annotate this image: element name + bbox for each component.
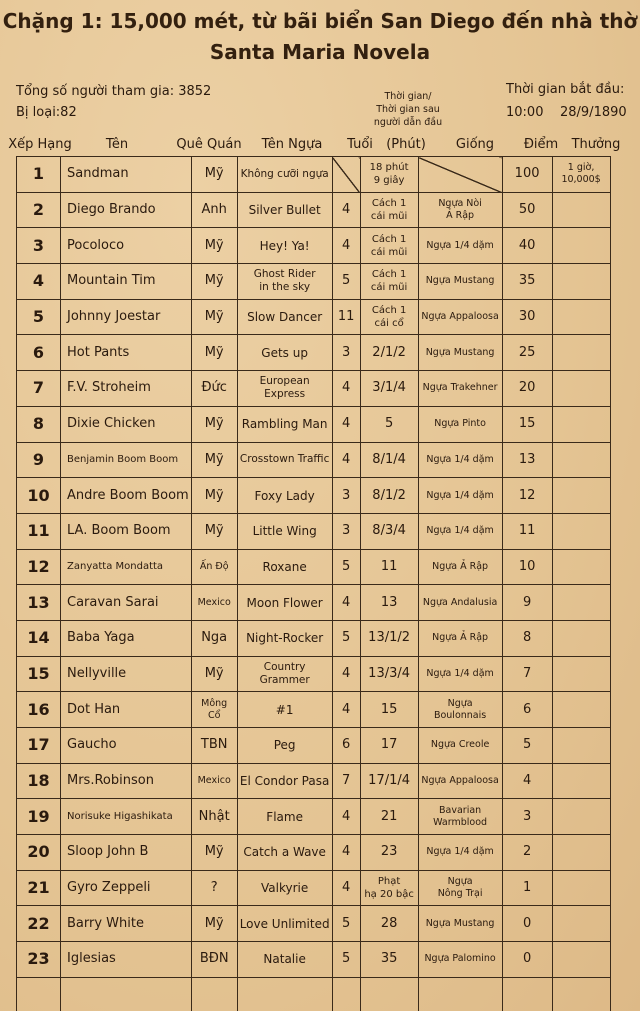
table-row (17, 513, 611, 549)
header-breed: Giống (455, 137, 495, 152)
rank-cell: 1 (17, 157, 61, 193)
time-cell: 8/3/4 (360, 513, 418, 549)
breed-cell: Ngựa Trakehner (418, 371, 502, 407)
breed-cell: Ngựa Palomino (418, 942, 502, 978)
title-line-1: Chặng 1: 15,000 mét, từ bãi biển San Diego đến nhà thờ (2, 9, 638, 33)
time-cell: 8/1/2 (360, 478, 418, 514)
hometown-cell: Mỹ (191, 478, 237, 514)
empty-cell (332, 977, 360, 1011)
table-row (17, 442, 611, 478)
age-cell: 4 (332, 228, 360, 264)
header-hometown: Quê Quán (176, 137, 242, 152)
table-row (17, 799, 611, 835)
name-cell: Mrs.Robinson (61, 763, 192, 799)
age-cell: 5 (332, 264, 360, 300)
participants-count: Tổng số người tham gia: 3852 (16, 84, 212, 99)
points-cell: 9 (502, 585, 552, 621)
results-table (16, 156, 611, 1011)
time-cell: 3/1/4 (360, 371, 418, 407)
rank-cell: 17 (17, 728, 61, 764)
name-cell: Norisuke Higashikata (61, 799, 192, 835)
name-cell: Baba Yaga (61, 620, 192, 656)
rank-cell: 19 (17, 799, 61, 835)
name-cell: Sloop John B (61, 835, 192, 871)
rank-cell: 4 (17, 264, 61, 300)
prize-cell (552, 228, 610, 264)
points-cell: 40 (502, 228, 552, 264)
hometown-cell: Nga (191, 620, 237, 656)
age-cell: 5 (332, 942, 360, 978)
age-cell: 11 (332, 299, 360, 335)
name-cell: Dot Han (61, 692, 192, 728)
prize-cell (552, 299, 610, 335)
table-row (17, 906, 611, 942)
breed-cell: Ngựa 1/4 dặm (418, 442, 502, 478)
age-cell: 4 (332, 692, 360, 728)
age-cell: 3 (332, 478, 360, 514)
age-cell (332, 157, 360, 193)
prize-cell (552, 371, 610, 407)
table-row (17, 585, 611, 621)
table-row (17, 478, 611, 514)
time-cell: Cách 1 cái mũi (360, 264, 418, 300)
time-cell: 15 (360, 692, 418, 728)
age-cell: 4 (332, 442, 360, 478)
breed-cell: Ngựa 1/4 dặm (418, 228, 502, 264)
table-row (17, 692, 611, 728)
time-cell: 11 (360, 549, 418, 585)
breed-cell: Ngựa Ả Rập (418, 549, 502, 585)
rank-cell: 13 (17, 585, 61, 621)
table-row (17, 264, 611, 300)
hometown-cell: ? (191, 870, 237, 906)
start-time-value: 10:00 28/9/1890 (506, 105, 627, 120)
hometown-cell: Mexico (191, 585, 237, 621)
time-cell: 23 (360, 835, 418, 871)
horse-cell: Crosstown Traffic (237, 442, 332, 478)
prize-cell (552, 656, 610, 692)
age-cell: 5 (332, 620, 360, 656)
horse-cell: Không cưỡi ngựa (237, 157, 332, 193)
age-cell: 5 (332, 906, 360, 942)
rank-cell: 10 (17, 478, 61, 514)
horse-cell: Country Grammer (237, 656, 332, 692)
horse-cell: Rambling Man (237, 406, 332, 442)
hometown-cell: Mỹ (191, 406, 237, 442)
horse-cell: Gets up (237, 335, 332, 371)
name-cell: Diego Brando (61, 192, 192, 228)
points-cell: 12 (502, 478, 552, 514)
table-row (17, 620, 611, 656)
rank-cell: 16 (17, 692, 61, 728)
name-cell: Mountain Tim (61, 264, 192, 300)
header-time: (Phút) (386, 137, 426, 152)
breed-cell: Bavarian Warmblood (418, 799, 502, 835)
rank-cell: 14 (17, 620, 61, 656)
table-row (17, 371, 611, 407)
hometown-cell: Mỹ (191, 335, 237, 371)
points-cell: 13 (502, 442, 552, 478)
points-cell: 50 (502, 192, 552, 228)
time-cell: 13 (360, 585, 418, 621)
prize-cell (552, 478, 610, 514)
breed-cell: Ngựa Creole (418, 728, 502, 764)
age-cell: 4 (332, 585, 360, 621)
points-cell: 5 (502, 728, 552, 764)
horse-cell: El Condor Pasa (237, 763, 332, 799)
time-cell: 35 (360, 942, 418, 978)
points-cell: 4 (502, 763, 552, 799)
breed-cell: Ngựa Ả Rập (418, 620, 502, 656)
name-cell: F.V. Stroheim (61, 371, 192, 407)
age-cell: 4 (332, 799, 360, 835)
prize-cell (552, 728, 610, 764)
points-cell: 0 (502, 906, 552, 942)
rank-cell: 18 (17, 763, 61, 799)
hometown-cell: Ấn Độ (191, 549, 237, 585)
time-cell: 17 (360, 728, 418, 764)
rank-cell: 9 (17, 442, 61, 478)
table-row (17, 763, 611, 799)
name-cell: Benjamin Boom Boom (61, 442, 192, 478)
breed-cell: Ngựa 1/4 dặm (418, 478, 502, 514)
breed-cell: Ngựa Appaloosa (418, 763, 502, 799)
points-cell: 8 (502, 620, 552, 656)
time-cell: 2/1/2 (360, 335, 418, 371)
breed-cell: Ngựa Pinto (418, 406, 502, 442)
horse-cell: Night-Rocker (237, 620, 332, 656)
time-cell: 13/1/2 (360, 620, 418, 656)
hometown-cell: Đức (191, 371, 237, 407)
table-row (17, 228, 611, 264)
horse-cell: Catch a Wave (237, 835, 332, 871)
breed-cell: Ngựa Mustang (418, 906, 502, 942)
breed-cell: Ngựa Nòi Ả Rập (418, 192, 502, 228)
time-cell: Cách 1 cái cổ (360, 299, 418, 335)
time-cell: Cách 1 cái mũi (360, 228, 418, 264)
breed-cell: Ngựa Andalusia (418, 585, 502, 621)
prize-cell (552, 692, 610, 728)
prize-cell (552, 835, 610, 871)
points-cell: 30 (502, 299, 552, 335)
prize-cell (552, 192, 610, 228)
empty-cell (17, 977, 61, 1011)
eliminated-count: Bị loại:82 (16, 105, 77, 120)
breed-cell: Ngựa Appaloosa (418, 299, 502, 335)
hometown-cell: Mỹ (191, 299, 237, 335)
age-cell: 6 (332, 728, 360, 764)
age-cell: 4 (332, 371, 360, 407)
hometown-cell: Mỹ (191, 264, 237, 300)
prize-cell (552, 585, 610, 621)
horse-cell: Silver Bullet (237, 192, 332, 228)
prize-cell: 1 giờ, 10,000$ (552, 157, 610, 193)
hometown-cell: Mông Cổ (191, 692, 237, 728)
time-cell: 13/3/4 (360, 656, 418, 692)
hometown-cell: Mỹ (191, 228, 237, 264)
empty-cell (360, 977, 418, 1011)
empty-cell (418, 977, 502, 1011)
prize-cell (552, 335, 610, 371)
points-cell: 15 (502, 406, 552, 442)
points-cell: 7 (502, 656, 552, 692)
name-cell: Pocoloco (61, 228, 192, 264)
empty-cell (237, 977, 332, 1011)
prize-cell (552, 620, 610, 656)
prize-cell (552, 549, 610, 585)
rank-cell: 21 (17, 870, 61, 906)
header-prize: Thưởng (571, 137, 621, 152)
empty-cell (552, 977, 610, 1011)
table-row (17, 192, 611, 228)
age-cell: 4 (332, 192, 360, 228)
name-cell: Nellyville (61, 656, 192, 692)
hometown-cell: Mỹ (191, 442, 237, 478)
age-cell: 7 (332, 763, 360, 799)
horse-cell: Roxane (237, 549, 332, 585)
name-cell: Caravan Sarai (61, 585, 192, 621)
points-cell: 11 (502, 513, 552, 549)
points-cell: 25 (502, 335, 552, 371)
rank-cell: 20 (17, 835, 61, 871)
rank-cell: 3 (17, 228, 61, 264)
breed-cell: Ngựa Mustang (418, 335, 502, 371)
age-cell: 5 (332, 549, 360, 585)
table-row (17, 549, 611, 585)
points-cell: 6 (502, 692, 552, 728)
points-cell: 100 (502, 157, 552, 193)
points-cell: 20 (502, 371, 552, 407)
name-cell: Zanyatta Mondatta (61, 549, 192, 585)
rank-cell: 6 (17, 335, 61, 371)
time-cell: 18 phút 9 giây (360, 157, 418, 193)
rank-cell: 5 (17, 299, 61, 335)
header-horse: Tên Ngựa (261, 137, 323, 152)
table-row (17, 728, 611, 764)
table-row-empty (17, 977, 611, 1011)
time-cell: Phạt hạ 20 bậc (360, 870, 418, 906)
hometown-cell: Mỹ (191, 656, 237, 692)
start-time-label: Thời gian bắt đầu: (506, 82, 625, 97)
rank-cell: 2 (17, 192, 61, 228)
rank-cell: 8 (17, 406, 61, 442)
prize-cell (552, 513, 610, 549)
table-row (17, 299, 611, 335)
empty-cell (502, 977, 552, 1011)
name-cell: LA. Boom Boom (61, 513, 192, 549)
prize-cell (552, 406, 610, 442)
table-row (17, 335, 611, 371)
name-cell: Barry White (61, 906, 192, 942)
hometown-cell: Anh (191, 192, 237, 228)
horse-cell: Hey! Ya! (237, 228, 332, 264)
breed-cell (418, 157, 502, 193)
horse-cell: European Express (237, 371, 332, 407)
empty-cell (61, 977, 192, 1011)
age-cell: 4 (332, 406, 360, 442)
breed-cell: Ngựa Mustang (418, 264, 502, 300)
horse-cell: Moon Flower (237, 585, 332, 621)
rank-cell: 23 (17, 942, 61, 978)
breed-cell: Ngựa Nông Trại (418, 870, 502, 906)
hometown-cell: TBN (191, 728, 237, 764)
hometown-cell: BĐN (191, 942, 237, 978)
page-title (0, 6, 640, 68)
hometown-cell: Mỹ (191, 906, 237, 942)
time-cell: 28 (360, 906, 418, 942)
age-cell: 3 (332, 513, 360, 549)
hometown-cell: Nhật (191, 799, 237, 835)
age-cell: 3 (332, 335, 360, 371)
horse-cell: Ghost Rider in the sky (237, 264, 332, 300)
hometown-cell: Mỹ (191, 157, 237, 193)
breed-cell: Ngựa 1/4 dặm (418, 656, 502, 692)
table-row (17, 656, 611, 692)
age-cell: 4 (332, 835, 360, 871)
title-line-2: Santa Maria Novela (209, 40, 431, 64)
rank-cell: 11 (17, 513, 61, 549)
points-cell: 35 (502, 264, 552, 300)
name-cell: Iglesias (61, 942, 192, 978)
prize-cell (552, 870, 610, 906)
name-cell: Gaucho (61, 728, 192, 764)
hometown-cell: Mexico (191, 763, 237, 799)
points-cell: 0 (502, 942, 552, 978)
time-cell: 21 (360, 799, 418, 835)
horse-cell: Natalie (237, 942, 332, 978)
time-cell: 5 (360, 406, 418, 442)
time-cell: Cách 1 cái mũi (360, 192, 418, 228)
points-cell: 3 (502, 799, 552, 835)
hometown-cell: Mỹ (191, 835, 237, 871)
header-points: Điểm (523, 137, 559, 152)
name-cell: Hot Pants (61, 335, 192, 371)
horse-cell: Flame (237, 799, 332, 835)
horse-cell: Peg (237, 728, 332, 764)
prize-cell (552, 264, 610, 300)
time-cell: 8/1/4 (360, 442, 418, 478)
horse-cell: Valkyrie (237, 870, 332, 906)
rank-cell: 12 (17, 549, 61, 585)
name-cell: Andre Boom Boom (61, 478, 192, 514)
time-note: Thời gian/ Thời gian sau người dẫn đầu (373, 91, 443, 128)
empty-cell (191, 977, 237, 1011)
breed-cell: Ngựa 1/4 dặm (418, 513, 502, 549)
name-cell: Johnny Joestar (61, 299, 192, 335)
horse-cell: Love Unlimited (237, 906, 332, 942)
rank-cell: 7 (17, 371, 61, 407)
table-row (17, 835, 611, 871)
header-age: Tuổi (347, 137, 373, 152)
age-cell: 4 (332, 870, 360, 906)
points-cell: 10 (502, 549, 552, 585)
prize-cell (552, 942, 610, 978)
breed-cell: Ngựa 1/4 dặm (418, 835, 502, 871)
table-row (17, 942, 611, 978)
name-cell: Dixie Chicken (61, 406, 192, 442)
name-cell: Sandman (61, 157, 192, 193)
points-cell: 1 (502, 870, 552, 906)
points-cell: 2 (502, 835, 552, 871)
hometown-cell: Mỹ (191, 513, 237, 549)
header-rank: Xếp Hạng (8, 137, 72, 152)
prize-cell (552, 442, 610, 478)
table-row (17, 157, 611, 193)
table-row (17, 406, 611, 442)
horse-cell: Little Wing (237, 513, 332, 549)
time-cell: 17/1/4 (360, 763, 418, 799)
prize-cell (552, 906, 610, 942)
horse-cell: Foxy Lady (237, 478, 332, 514)
table-row (17, 870, 611, 906)
breed-cell: Ngựa Boulonnais (418, 692, 502, 728)
prize-cell (552, 763, 610, 799)
rank-cell: 15 (17, 656, 61, 692)
prize-cell (552, 799, 610, 835)
rank-cell: 22 (17, 906, 61, 942)
horse-cell: Slow Dancer (237, 299, 332, 335)
horse-cell: #1 (237, 692, 332, 728)
header-name: Tên (105, 137, 129, 152)
age-cell: 4 (332, 656, 360, 692)
name-cell: Gyro Zeppeli (61, 870, 192, 906)
